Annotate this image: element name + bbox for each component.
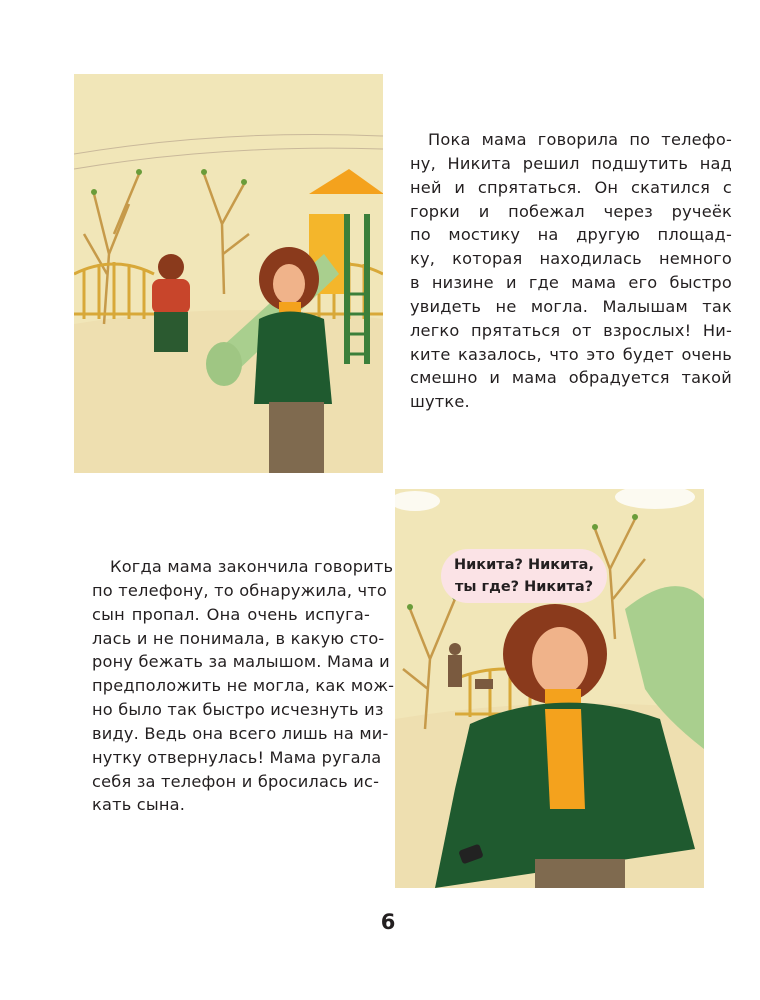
text-line: ку, которая находилась немного [410,249,732,269]
text-line: по телефону, то обнаружила, что [92,580,388,600]
text-line: шутке. [410,392,470,412]
text-line: рону бежать за малышом. Мама и [92,652,390,672]
text-line: предположить не могла, как мож- [92,676,395,696]
text-line: но было так быстро исчезнуть из [92,700,384,720]
speech-bubble [441,549,607,603]
text-line: кать сына. [92,795,186,815]
text-line: сын пропал. Она очень испуга- [92,604,370,624]
speech-line-2: ты где? Никита? [454,579,594,595]
text-line: себя за телефон и бросилась ис- [92,771,380,791]
text-line: смешно и мама обрадуется такой [410,368,732,388]
text-line: ките казалось, что это будет очень [410,344,732,364]
text-line: увидеть не могла. Малышам так [410,296,732,316]
text-line: виду. Ведь она всего лишь на ми- [92,723,389,743]
text-line: ну, Никита решил подшутить над [410,153,732,173]
text-line: Пока мама говорила по телефо- [428,130,732,149]
text-line: по мостику на другую площад- [410,225,732,245]
illustration-mom-on-phone-playground [74,74,383,473]
text-line: лась и не понимала, в какую сто- [92,628,385,648]
text-line: в низине и где мама его быстро [410,273,732,293]
speech-line-1: Никита? Никита, [454,557,594,573]
text-line: легко прятаться от взрослых! Ни- [410,320,732,340]
page-number: 6 [380,910,396,934]
playground-scene [74,74,383,473]
paragraph-1 [410,128,732,414]
paragraph-2 [92,555,395,817]
text-line: Когда мама закончила говорить [110,557,394,576]
text-line: ней и спрятаться. Он скатился с [410,177,732,197]
text-line: горки и побежал через ручеёк [410,201,732,221]
text-line: нутку отвернулась! Мама ругала [92,747,382,767]
